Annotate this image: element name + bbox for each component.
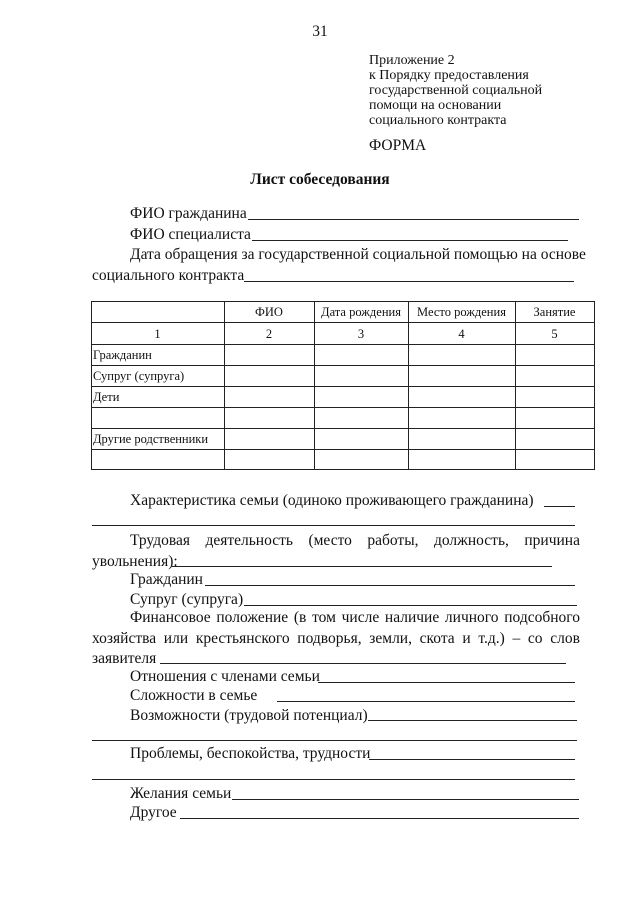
other-line[interactable] (180, 818, 579, 819)
labor-label-2: увольнения): (92, 553, 178, 570)
table-row-citizen: Гражданин (93, 348, 152, 362)
table-row-sep (91, 365, 595, 366)
fin-word: и (462, 630, 471, 647)
difficulties-line[interactable] (277, 701, 575, 702)
fin-word: со (527, 630, 543, 647)
fin-word: или (163, 630, 189, 647)
family-char-line[interactable] (544, 506, 575, 507)
fin-word: хозяйства (92, 630, 157, 647)
potential-label: Возможности (трудовой потенциал) (130, 707, 368, 724)
table-row-sep (91, 344, 595, 345)
spouse-line[interactable] (244, 605, 577, 606)
table-header-birthdate: Дата рождения (321, 305, 401, 319)
appendix-line-3: государственной социальной (369, 83, 543, 98)
relations-line[interactable] (318, 682, 575, 683)
request-date-label-1: Дата обращения за государственной социальной помощью на основе (130, 246, 586, 263)
labor-line[interactable] (172, 566, 552, 567)
other-label: Другое (130, 804, 177, 821)
labor-word: Трудовая (130, 532, 190, 549)
table-col-number: 5 (551, 327, 558, 341)
problems-line[interactable] (369, 759, 575, 760)
fin-word: личного (444, 609, 499, 626)
labor-word: работы, (367, 532, 419, 549)
request-date-line[interactable] (244, 281, 574, 282)
table-row-sep (91, 407, 595, 408)
citizen-name-label: ФИО гражданина (130, 205, 247, 222)
fin-word: подсобного (504, 609, 580, 626)
table-col-number: 1 (154, 327, 161, 341)
family-char-label: Характеристика семьи (одиноко проживающего гражданина) (130, 492, 534, 509)
problems-line-2[interactable] (92, 779, 575, 780)
table-row-spouse: Супруг (супруга) (93, 369, 185, 383)
fin-word: земли, (369, 630, 412, 647)
fin-label-2 (92, 630, 580, 648)
table-row-children: Дети (93, 390, 120, 404)
table-header-fio: ФИО (255, 305, 283, 319)
fin-line[interactable] (160, 663, 566, 664)
labor-word: деятельность (205, 532, 293, 549)
citizen-label: Гражданин (130, 571, 203, 588)
potential-line[interactable] (368, 720, 577, 721)
fin-word: крестьянского (195, 630, 290, 647)
potential-line-2[interactable] (92, 740, 577, 741)
labor-word: причина (524, 532, 580, 549)
table-col-number: 3 (357, 327, 365, 341)
table-row-sep (91, 322, 595, 323)
difficulties-label: Сложности в семье (130, 687, 258, 704)
table-row-sep (91, 428, 595, 429)
table-header-birthplace: Место рождения (417, 305, 506, 319)
fin-word: Финансовое (130, 609, 211, 626)
wishes-label: Желания семьи (130, 785, 232, 802)
document-title: Лист собеседования (250, 171, 390, 188)
fin-word: слов (550, 630, 580, 647)
table-col-number: 4 (458, 327, 465, 341)
citizen-line[interactable] (205, 585, 575, 586)
specialist-name-line[interactable] (252, 240, 568, 241)
fin-label-3: заявителя (92, 650, 157, 667)
fin-word: подворья, (297, 630, 362, 647)
appendix-block (369, 53, 542, 128)
form-label: ФОРМА (369, 137, 427, 154)
citizen-name-line[interactable] (248, 219, 579, 220)
appendix-line-2: к Порядку предоставления (369, 68, 529, 83)
request-date-label-2: социального контракта (92, 267, 245, 284)
appendix-line-5: социального контракта (369, 113, 507, 128)
table-col-number: 2 (265, 327, 273, 341)
appendix-line-1: Приложение 2 (369, 53, 455, 68)
fin-word: скота (419, 630, 455, 647)
labor-label-1 (130, 532, 580, 550)
table-border-top (91, 301, 595, 302)
family-table (91, 301, 595, 470)
fin-word: положение (216, 609, 289, 626)
labor-word: должность, (433, 532, 509, 549)
page-number: 31 (312, 23, 328, 40)
fin-word: том (312, 609, 336, 626)
table-header-occupation: Занятие (533, 305, 576, 319)
specialist-name-label: ФИО специалиста (130, 226, 251, 243)
spouse-label: Супруг (супруга) (130, 591, 244, 608)
table-row-sep (91, 449, 595, 450)
problems-label: Проблемы, беспокойства, трудности (130, 745, 371, 762)
family-char-line-2[interactable] (92, 525, 575, 526)
appendix-line-4: помощи на основании (369, 98, 502, 113)
fin-word: т.д.) (478, 630, 505, 647)
fin-word: – (512, 630, 521, 647)
table-row-relatives: Другие родственники (93, 432, 209, 446)
labor-word: (место (308, 532, 352, 549)
relations-label: Отношения с членами семьи (130, 668, 320, 685)
table-border-bottom (91, 469, 595, 470)
table-row-sep (91, 386, 595, 387)
wishes-line[interactable] (232, 799, 579, 800)
fin-word: числе (341, 609, 380, 626)
fin-label-1 (130, 609, 580, 627)
fin-word: (в (293, 609, 307, 626)
fin-word: наличие (384, 609, 440, 626)
